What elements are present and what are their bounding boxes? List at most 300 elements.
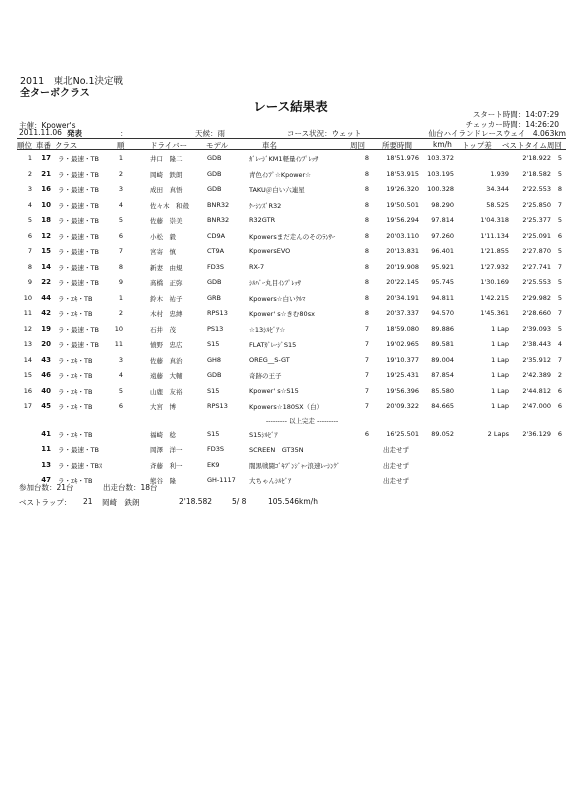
cell-bl: 6 [557,386,562,395]
cell-car: 大ちゃんｼﾙﾋﾞｱ [249,477,292,485]
cell-driver: 熊谷 隆 [150,477,176,485]
cell-cr: 7 [118,247,123,255]
cell-gap: 1'30.169 [480,278,509,286]
cell-no: 22 [41,278,51,286]
cell-laps: 7 [364,340,369,348]
cell-cr: 5 [118,216,123,224]
cell-car: Kpowers☆白いｸﾙﾏ [249,294,306,303]
cell-cls: ラ・ｴｷ・TB [58,372,93,380]
cell-model: GH8 [207,355,222,364]
cell-driver: 山鹿 友裕 [150,387,183,396]
cell-model: GRB [207,293,222,302]
cell-pos: 7 [27,247,32,255]
cell-best: 2'39.093 [522,324,551,333]
table-row [17,259,566,275]
cell-model: FD3S [207,445,225,453]
race-info [17,128,566,138]
cell-cls: ラ・最速・TB [58,155,99,163]
cell-driver: 石井 茂 [150,325,176,334]
cell-cr: 8 [118,262,123,271]
cell-cr: 3 [118,185,123,193]
cell-kmh: 95.921 [431,262,454,271]
cell-pos: 14 [23,355,32,364]
cell-kmh: 97.260 [431,231,454,240]
cell-laps: 8 [364,262,369,271]
cell-cls: ラ・最速・TB [58,248,99,256]
cell-pos: 3 [27,185,32,193]
cell-driver: 憤野 忠広 [150,341,183,349]
cell-kmh: 85.580 [431,386,454,395]
cell-gap: 1 Lap [491,402,509,410]
col-no: 車番 [36,141,51,150]
table-row [17,274,566,290]
cell-no: 45 [41,402,51,410]
cell-kmh: 97.814 [431,216,454,224]
cell-best: 2'27.870 [522,247,551,255]
cell-bl: 4 [557,340,562,348]
cell-time: 20'22.145 [386,278,419,286]
cell-cls: ラ・ｴｷ・TB [58,294,93,303]
cell-gap: 1'11.134 [480,231,509,240]
cell-car: OREG__S-GT [249,355,290,364]
cell-model: CT9A [207,247,225,255]
cell-pos: 4 [27,200,32,209]
cell-kmh: 89.052 [431,429,454,438]
cell-bl: 5 [557,278,562,286]
cell-time: 19'10.377 [386,355,419,364]
cell-cr: 1 [118,293,123,302]
cell-model: GDB [207,278,222,286]
cell-pos: 10 [23,293,32,302]
cell-time: 20'19.908 [386,262,419,271]
cell-bl: 5 [557,169,562,178]
col-car: 車名 [262,141,277,150]
cell-model: PS13 [207,324,224,333]
cell-model: GDB [207,185,222,193]
cell-time: 18'59.080 [386,324,419,333]
cell-no: 15 [41,247,51,255]
cell-gap: 1'21.855 [480,247,509,255]
cell-model: GH-1117 [207,476,236,484]
cell-cr: 5 [118,386,123,395]
bestlap-label: ベストラップ： [19,498,72,507]
cell-no: 19 [41,324,51,333]
table-row [17,367,566,383]
col-driver: ドライバー [150,141,188,150]
cell-time: 20'34.191 [386,293,419,302]
cell-pos: 5 [27,216,32,224]
cell-laps: 8 [364,293,369,302]
cell-driver: 福崎 稔 [150,430,176,439]
table-row [17,228,566,244]
cell-kmh: 94.570 [431,309,454,317]
cell-best: 2'47.000 [522,402,551,410]
cell-car: Kpowers☆180SX（白） [249,403,324,411]
cell-status: 出走せず [383,477,409,485]
cell-best: 2'27.741 [522,262,551,271]
weather: 天候：雨 [195,129,225,138]
cell-best: 2'25.850 [522,200,551,209]
cell-bl: 7 [557,262,562,271]
bestlap-driver: 岡崎 鉄朗 [102,498,140,507]
cell-no: 14 [41,262,51,271]
cell-pos: 8 [27,262,32,271]
cell-car: R32GTR [249,216,276,224]
cell-kmh: 103.195 [427,169,454,178]
cell-driver: 小松 毅 [150,232,176,241]
cell-car: ｹｰｼﾝｽﾞR32 [249,201,282,210]
cell-kmh: 89.581 [431,340,454,348]
cell-no: 42 [41,309,51,317]
cell-kmh: 100.328 [427,185,454,193]
dns-row [17,472,566,488]
cell-time: 20'03.110 [386,231,419,240]
separator-text: --------- 以上完走 --------- [265,416,339,425]
race-date: 2011.11.06 [19,128,62,137]
col-kmh: km/h [433,140,452,149]
cell-car: 闇黒戦闘ｺﾞｷﾌﾞﾝｼﾞｬｰ浪速ﾚｰｼﾝｸﾞ [249,461,340,470]
cell-car: Kpowersまだ走んのそのﾗﾝｻｰ [249,232,336,241]
cell-car: FLATｶﾞﾚｰｼﾞS15 [249,341,297,349]
col-gap: トップ差 [462,141,492,150]
cell-kmh: 89.004 [431,355,454,364]
cell-time: 19'50.501 [386,200,419,209]
col-model: モデル [206,141,229,150]
cell-car: SCREEN GT35N [249,446,304,454]
cell-model: S15 [207,386,220,395]
cell-bl: 6 [557,429,562,438]
cell-driver: 岡澤 洋一 [150,446,183,454]
cell-time: 18'51.976 [386,154,419,162]
cell-car: Kpower' s☆きむ80sx [249,310,315,318]
cell-kmh: 89.886 [431,324,454,333]
cell-model: S15 [207,429,220,438]
cell-model: CD9A [207,231,226,240]
col-time: 所要時間 [382,141,412,150]
cell-bl: 5 [557,324,562,333]
dns-row [17,441,566,457]
cell-laps: 8 [364,169,369,178]
cell-laps: 8 [364,278,369,286]
cell-driver: 木村 忠縛 [150,310,183,318]
cell-model: RPS13 [207,402,228,410]
cell-best: 2'18.582 [522,169,551,178]
cell-kmh: 84.665 [431,402,454,410]
cell-no: 16 [41,185,51,193]
cell-cr: 10 [114,324,123,333]
cell-laps: 7 [364,386,369,395]
bestlap-time: 2'18.582 [179,497,213,506]
cell-laps: 8 [364,200,369,209]
table-row [17,426,566,442]
cell-laps: 7 [364,355,369,364]
cell-pos: 13 [23,340,32,348]
col-laps: 周回 [350,141,365,150]
cell-laps: 8 [364,309,369,317]
cell-no: 40 [41,386,51,395]
table-row [17,336,566,352]
cell-gap: 58.525 [486,200,509,209]
cell-gap: 2 Laps [487,429,509,438]
cell-cr: 6 [118,231,123,240]
cell-pos: 12 [23,324,32,333]
cell-pos: 1 [27,154,32,162]
cell-time: 19'25.431 [386,371,419,379]
cell-best: 2'28.660 [522,309,551,317]
cell-no: 10 [41,200,51,209]
cell-model: EK9 [207,460,220,469]
cell-kmh: 98.290 [431,200,454,209]
starters: 出走台数：18台 [103,483,158,492]
cell-pos: 9 [27,278,32,286]
cell-time: 20'37.337 [386,309,419,317]
cell-kmh: 103.372 [427,154,454,162]
cell-car: 奇跡の王子 [249,372,282,380]
table-row [17,150,566,166]
cell-no: 47 [41,476,51,484]
cell-bl: 6 [557,231,562,240]
table-row [17,352,566,368]
cell-gap: 1.939 [490,169,509,178]
cell-best: 2'36.129 [522,429,551,438]
cell-best: 2'25.377 [522,216,551,224]
bestlap-speed: 105.546km/h [268,497,318,506]
cell-no: 44 [41,293,51,302]
participants: 参加台数：21台 [19,483,74,492]
col-pos: 順位 [17,141,32,150]
table-row [17,212,566,228]
table-row [17,383,566,399]
cell-cr: 11 [114,340,123,348]
cell-best: 2'22.553 [522,185,551,193]
cell-driver: 成田 真悟 [150,186,183,194]
cell-gap: 1'42.215 [480,293,509,302]
cell-driver: 髙橋 正弥 [150,279,183,287]
cell-cr: 4 [118,200,123,209]
cell-no: 17 [41,154,51,162]
cell-laps: 8 [364,216,369,224]
cell-no: 12 [41,231,51,240]
table-row [17,181,566,197]
cell-cls: ラ・最速・TB [58,201,99,210]
cell-pos: 6 [27,231,32,240]
cell-car: ☆13ｼﾙﾋﾞｱ☆ [249,325,286,334]
table-header [17,138,566,150]
cell-no: 21 [41,169,51,178]
cell-driver: 遠藤 大輔 [150,372,183,380]
course-status: コース状況：ウェット [287,129,362,138]
cell-cls: ラ・最速・TB [58,170,99,179]
cell-cls: ラ・ｴｷ・TB [58,430,93,439]
cell-time: 19'56.396 [386,386,419,395]
cell-model: BNR32 [207,200,230,209]
cell-laps: 8 [364,231,369,240]
cell-car: 青色ｲﾝﾌﾟ☆Kpower☆ [249,170,312,179]
announce-colon: ： [120,129,128,138]
cell-cls: ラ・ｴｷ・TB [58,387,93,396]
cell-driver: 岡崎 鉄朗 [150,170,183,179]
table-row [17,305,566,321]
cell-driver: 宮寄 慎 [150,248,176,256]
cell-driver: 大宮 博 [150,403,176,411]
class-title: 全ターボクラス [20,88,90,99]
cell-status: 出走せず [383,461,409,470]
cell-pos: 2 [27,169,32,178]
cell-model: GDB [207,169,222,178]
cell-time: 19'02.965 [386,340,419,348]
page-title: レース結果表 [253,99,328,114]
cell-no: 18 [41,216,51,224]
cell-bl: 2 [557,371,562,379]
cell-cls: ラ・最速・TB [58,217,99,225]
cell-laps: 8 [364,154,369,162]
bestlap-no: 21 [83,497,93,506]
cell-gap: 34.344 [486,185,509,193]
table-row [17,243,566,259]
cell-laps: 7 [364,371,369,379]
cell-gap: 1 Lap [491,371,509,379]
cell-bl: 5 [557,216,562,224]
cell-model: S15 [207,340,220,348]
cell-cls: ラ・最速・TB [58,325,99,334]
start-time: スタート時間：14:07:29 [472,110,559,119]
col-best: ベストタイム周回 [502,141,562,150]
cell-car: ｼﾙﾊﾞｰ丸目ｲﾝﾌﾟﾚｯｻ [249,279,301,287]
cell-best: 2'35.912 [522,355,551,364]
cell-bl: 7 [557,200,562,209]
cell-cr: 3 [118,355,123,364]
cell-best: 2'25.553 [522,278,551,286]
cell-driver: 斉藤 利一 [150,461,183,470]
table-row [17,197,566,213]
cell-no: 46 [41,371,51,379]
cell-model: RPS13 [207,309,228,317]
results-table [17,150,566,488]
finishers-separator [17,414,566,426]
cell-car: S15ｼﾙﾋﾞｱ [249,430,278,439]
cell-cls: ラ・最速・TB [58,186,99,194]
cell-no: 20 [41,340,51,348]
bestlap-lap: 5/ 8 [232,497,247,506]
cell-gap: 1 Lap [491,340,509,348]
cell-cr: 1 [118,154,123,162]
dns-row [17,457,566,473]
cell-car: RX-7 [249,262,265,271]
cell-cls: ラ・最速・TBｽ [58,461,103,470]
cell-model: BNR32 [207,216,230,224]
cell-cr: 4 [118,371,123,379]
cell-time: 20'09.322 [386,402,419,410]
cell-model: FD3S [207,262,225,271]
table-row [17,321,566,337]
cell-cls: ラ・ｴｷ・TB [58,477,93,485]
organizer: 主催：Kpower's [19,121,76,130]
cell-time: 16'25.501 [386,429,419,438]
cell-laps: 8 [364,185,369,193]
cell-car: KpowersEVO [249,247,291,255]
cell-cls: ラ・ｴｷ・TB [58,310,93,318]
cell-bl: 7 [557,355,562,364]
cell-time: 19'56.294 [386,216,419,224]
cell-gap: 1'27.932 [480,262,509,271]
cell-model: GDB [207,154,222,162]
cell-best: 2'29.982 [522,293,551,302]
cell-car: ｶﾞﾚｰｼﾞKM1軽量ｲﾝﾌﾟﾚｯｻ [249,155,319,163]
cell-no: 43 [41,355,51,364]
cell-car: TAKU＠白い六連星 [249,186,305,194]
cell-cls: ラ・ｴｷ・TB [58,356,93,365]
cell-best: 2'42.389 [522,371,551,379]
cell-cls: ラ・最速・TB [58,232,99,241]
cell-bl: 5 [557,293,562,302]
cell-laps: 6 [364,429,369,438]
cell-cls: ラ・最速・TB [58,279,99,287]
cell-car: Kpower' s☆S15 [249,386,299,395]
cell-gap: 1'45.361 [480,309,509,317]
cell-best: 2'38.443 [522,340,551,348]
table-row [17,290,566,306]
cell-gap: 1'04.318 [480,216,509,224]
cell-kmh: 95.745 [431,278,454,286]
cell-gap: 1 Lap [491,355,509,364]
cell-driver: 井口 隆二 [150,155,183,163]
cell-best: 2'44.812 [522,386,551,395]
cell-kmh: 87.854 [431,371,454,379]
cell-cr: 9 [118,278,123,286]
event-title: 2011 東北No.1決定戦 [20,76,123,87]
cell-driver: 新妻 由規 [150,263,183,272]
cell-bl: 8 [557,185,562,193]
cell-bl: 5 [557,247,562,255]
cell-driver: 佐々木 和殻 [150,201,189,210]
cell-pos: 17 [23,402,32,410]
cell-driver: 佐藤 崇美 [150,217,183,225]
col-class: クラス [55,141,78,150]
checker-time: チェッカー時間：14:26:20 [465,120,559,129]
cell-pos: 11 [23,309,32,317]
cell-model: GDB [207,371,222,379]
cell-gap: 1 Lap [491,324,509,333]
cell-cls: ラ・最速・TB [58,341,99,349]
announce-label: 発表 [67,129,82,138]
cell-laps: 7 [364,324,369,333]
cell-cr: 2 [118,169,123,178]
cell-kmh: 96.401 [431,247,454,255]
cell-gap: 1 Lap [491,386,509,395]
cell-bl: 6 [557,402,562,410]
cell-no: 41 [41,429,51,438]
cell-cls: ラ・最速・TB [58,446,99,454]
cell-time: 20'13.831 [386,247,419,255]
cell-cr: 2 [118,309,123,317]
cell-bl: 5 [557,154,562,162]
cell-laps: 8 [364,247,369,255]
cell-best: 2'25.091 [522,231,551,240]
cell-driver: 佐藤 真治 [150,356,183,365]
cell-cls: ラ・最速・TB [58,263,99,272]
cell-best: 2'18.922 [522,154,551,162]
cell-time: 18'53.915 [386,169,419,178]
cell-driver: 鈴木 祐子 [150,294,183,303]
cell-bl: 7 [557,309,562,317]
cell-status: 出走せず [383,446,409,454]
cell-no: 13 [41,460,51,469]
cell-no: 11 [41,445,51,453]
table-row [17,166,566,182]
cell-cls: ラ・ｴｷ・TB [58,403,93,411]
cell-cr: 6 [118,402,123,410]
cell-time: 19'26.320 [386,185,419,193]
